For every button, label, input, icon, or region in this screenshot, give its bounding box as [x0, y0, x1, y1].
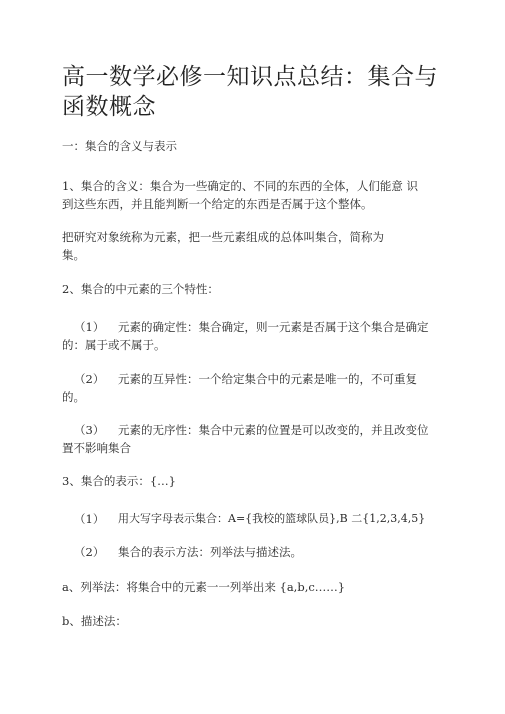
- list-item-number: （1）: [74, 320, 105, 334]
- list-item-text: 元素的确定性：集合确定，则一元素是否属于这个集合是确定: [118, 320, 429, 334]
- list-item-text: 元素的无序性：集合中元素的位置是可以改变的，并且改变位: [118, 423, 429, 437]
- paragraph-line: 集。: [62, 248, 85, 262]
- paragraph-line: 把研究对象统称为元素，把一些元素组成的总体叫集合，简称为: [62, 230, 384, 244]
- list-item-number: （2）: [74, 372, 105, 386]
- list-item-text: 元素的互异性：一个给定集合中的元素是唯一的，不可重复: [118, 372, 417, 386]
- paragraph-line: 3、集合的表示：{…}: [62, 474, 176, 488]
- list-item-text: 的。: [62, 390, 85, 404]
- paragraph-line: b、描述法：: [62, 614, 127, 628]
- list-item-text: 的：属于或不属于。: [62, 338, 166, 352]
- paragraph-line: 到这些东西，并且能判断一个给定的东西是否属于这个整体。: [62, 197, 373, 211]
- list-item-number: （3）: [74, 423, 105, 437]
- paragraph-line: a、列举法：将集合中的元素一一列举出来 {a,b,c……}: [62, 580, 346, 594]
- page-title: 高一数学必修一知识点总结：集合与函数概念: [62, 64, 438, 120]
- list-item-text: 集合的表示方法：列举法与描述法。: [118, 545, 302, 559]
- list-item-number: （1）: [74, 512, 105, 526]
- section-heading: 一：集合的含义与表示: [62, 139, 177, 153]
- paragraph-line: 1、集合的含义：集合为一些确定的、不同的东西的全体，人们能意 识: [62, 179, 418, 193]
- paragraph-line: 2、集合的中元素的三个特性：: [62, 282, 219, 296]
- list-item-number: （2）: [74, 545, 105, 559]
- list-item-text: 用大写字母表示集合：A={我校的篮球队员},B 二{1,2,3,4,5}: [118, 512, 426, 525]
- list-item-text: 置不影响集合: [62, 441, 131, 455]
